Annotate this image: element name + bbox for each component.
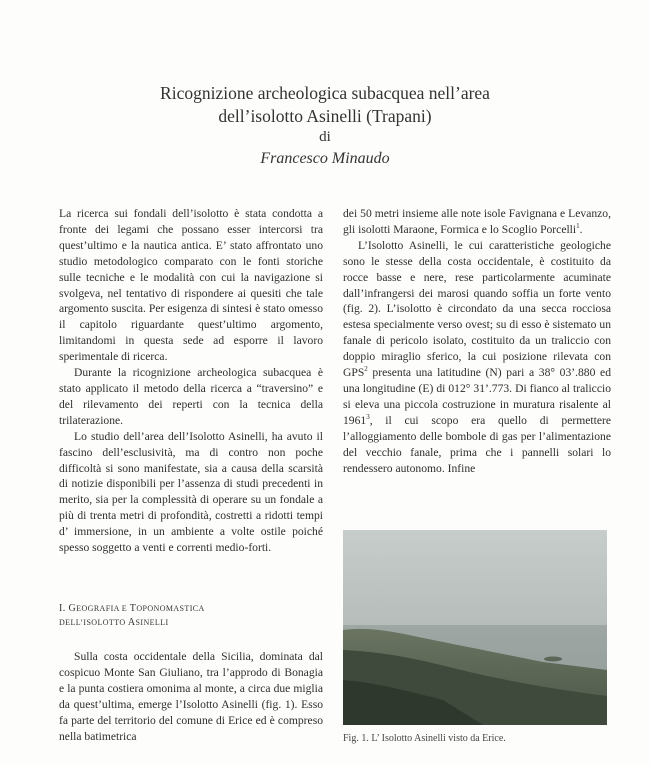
landscape-photo [343, 530, 607, 725]
paragraph: Durante la ricognizione archeologica subacquea è stato applicato il metodo della ricerca a “traversino” e del rilevamento dei reperti con la tecnica della trilaterazione. [59, 366, 323, 427]
footnote-ref: 3 [366, 412, 370, 421]
title-line-1: Ricognizione archeologica subacquea nell’area [160, 83, 490, 103]
section-heading [59, 602, 323, 630]
footnote-ref: 1 [576, 222, 580, 231]
right-column [343, 206, 611, 476]
by-label: di [319, 129, 331, 145]
section-heading-line-1: I. GEOGRAFIA E TOPONOMASTICA [59, 603, 205, 614]
paragraph: Lo studio dell’area dell’Isolotto Asinelli, ha avuto il fascino dell’esclusività, ma di contro non poche difficoltà si sono manifestate, sia a causa della scarsità di notizie disponibili per l’assenza di studi precedenti in merito, sia per la complessità di operare su un fondale a più di trenta metri di profondità, costretti a ridotti tempi d’ immersione, in un ambiente a volte ostile poiché spesso soggetto a venti e correnti medio-forti. [59, 429, 323, 555]
section-heading-line-2: DELL’ISOLOTTO ASINELLI [59, 617, 169, 628]
paragraph: dei 50 metri insieme alle note isole Favignana e Levanzo, gli isolotti Maraone, Formica e lo Scoglio Porcelli$^1$. [343, 207, 611, 236]
left-column [59, 206, 323, 556]
paragraph: L’Isolotto Asinelli, le cui caratteristiche geologiche sono le stesse della costa occidentale, è costituito da rocce basse e nere, rese particolarmente acuminate dall’infrangersi dei marosi quando soffia un forte vento (fig. 2). L’isolotto è circondato da una secca rocciosa estesa specialmente verso ovest; su di esso è sistemato un fanale di pericolo isolato, costituito da un traliccio con doppio miraglio sferico, la cui posizione rilevata con GPS$^2$ presenta una latitudine (N) pari a 38° 03’.880 ed una longitudine (E) di 012° 31’.773. Di fianco al traliccio si eleva una piccola costruzione in muratura risalente al 1961$^3$, il cui scopo era quello di permettere l’alloggiamento delle bombole di gas per l’alimentazione del vecchio fanale, prima che i pannelli solari lo rendessero autonomo. Infine [343, 238, 611, 475]
article-title [0, 82, 650, 128]
paragraph: La ricerca sui fondali dell’isolotto è stata condotta a fronte dei legami che possano esser intercorsi tra quest’ultimo e la nautica antica. E’ stato affrontato uno studio metodologico comparato con le fonti storiche sulle tecniche e le modalità con cui la navigazione si svolgeva, nel tentativo di rispondere ai quesiti che tale argomento suscita. Per esigenza di sintesi è stato omesso il capitolo riguardante quest’ultimo argomento, limitandomi in questa sede ad esporre il lavoro sperimentale di ricerca. [59, 207, 323, 364]
author-name: Francesco Minaudo [260, 150, 390, 167]
section-body [59, 649, 323, 744]
title-line-2: dell’isolotto Asinelli (Trapani) [218, 106, 432, 126]
paragraph: Sulla costa occidentale della Sicilia, dominata dal cospicuo Monte San Giuliano, tra l’approdo di Bonagia e la punta costiera omonima al monte, a circa due miglia da quest’ultima, emerge l’Isolotto Asinelli (fig. 1). Esso fa parte del territorio del comune di Erice ed è compreso nella batimetrica [59, 650, 323, 743]
figure-photo [343, 530, 607, 725]
footnote-ref: 2 [364, 365, 368, 374]
figure-caption: Fig. 1. L’ Isolotto Asinelli visto da Erice. [343, 733, 506, 744]
